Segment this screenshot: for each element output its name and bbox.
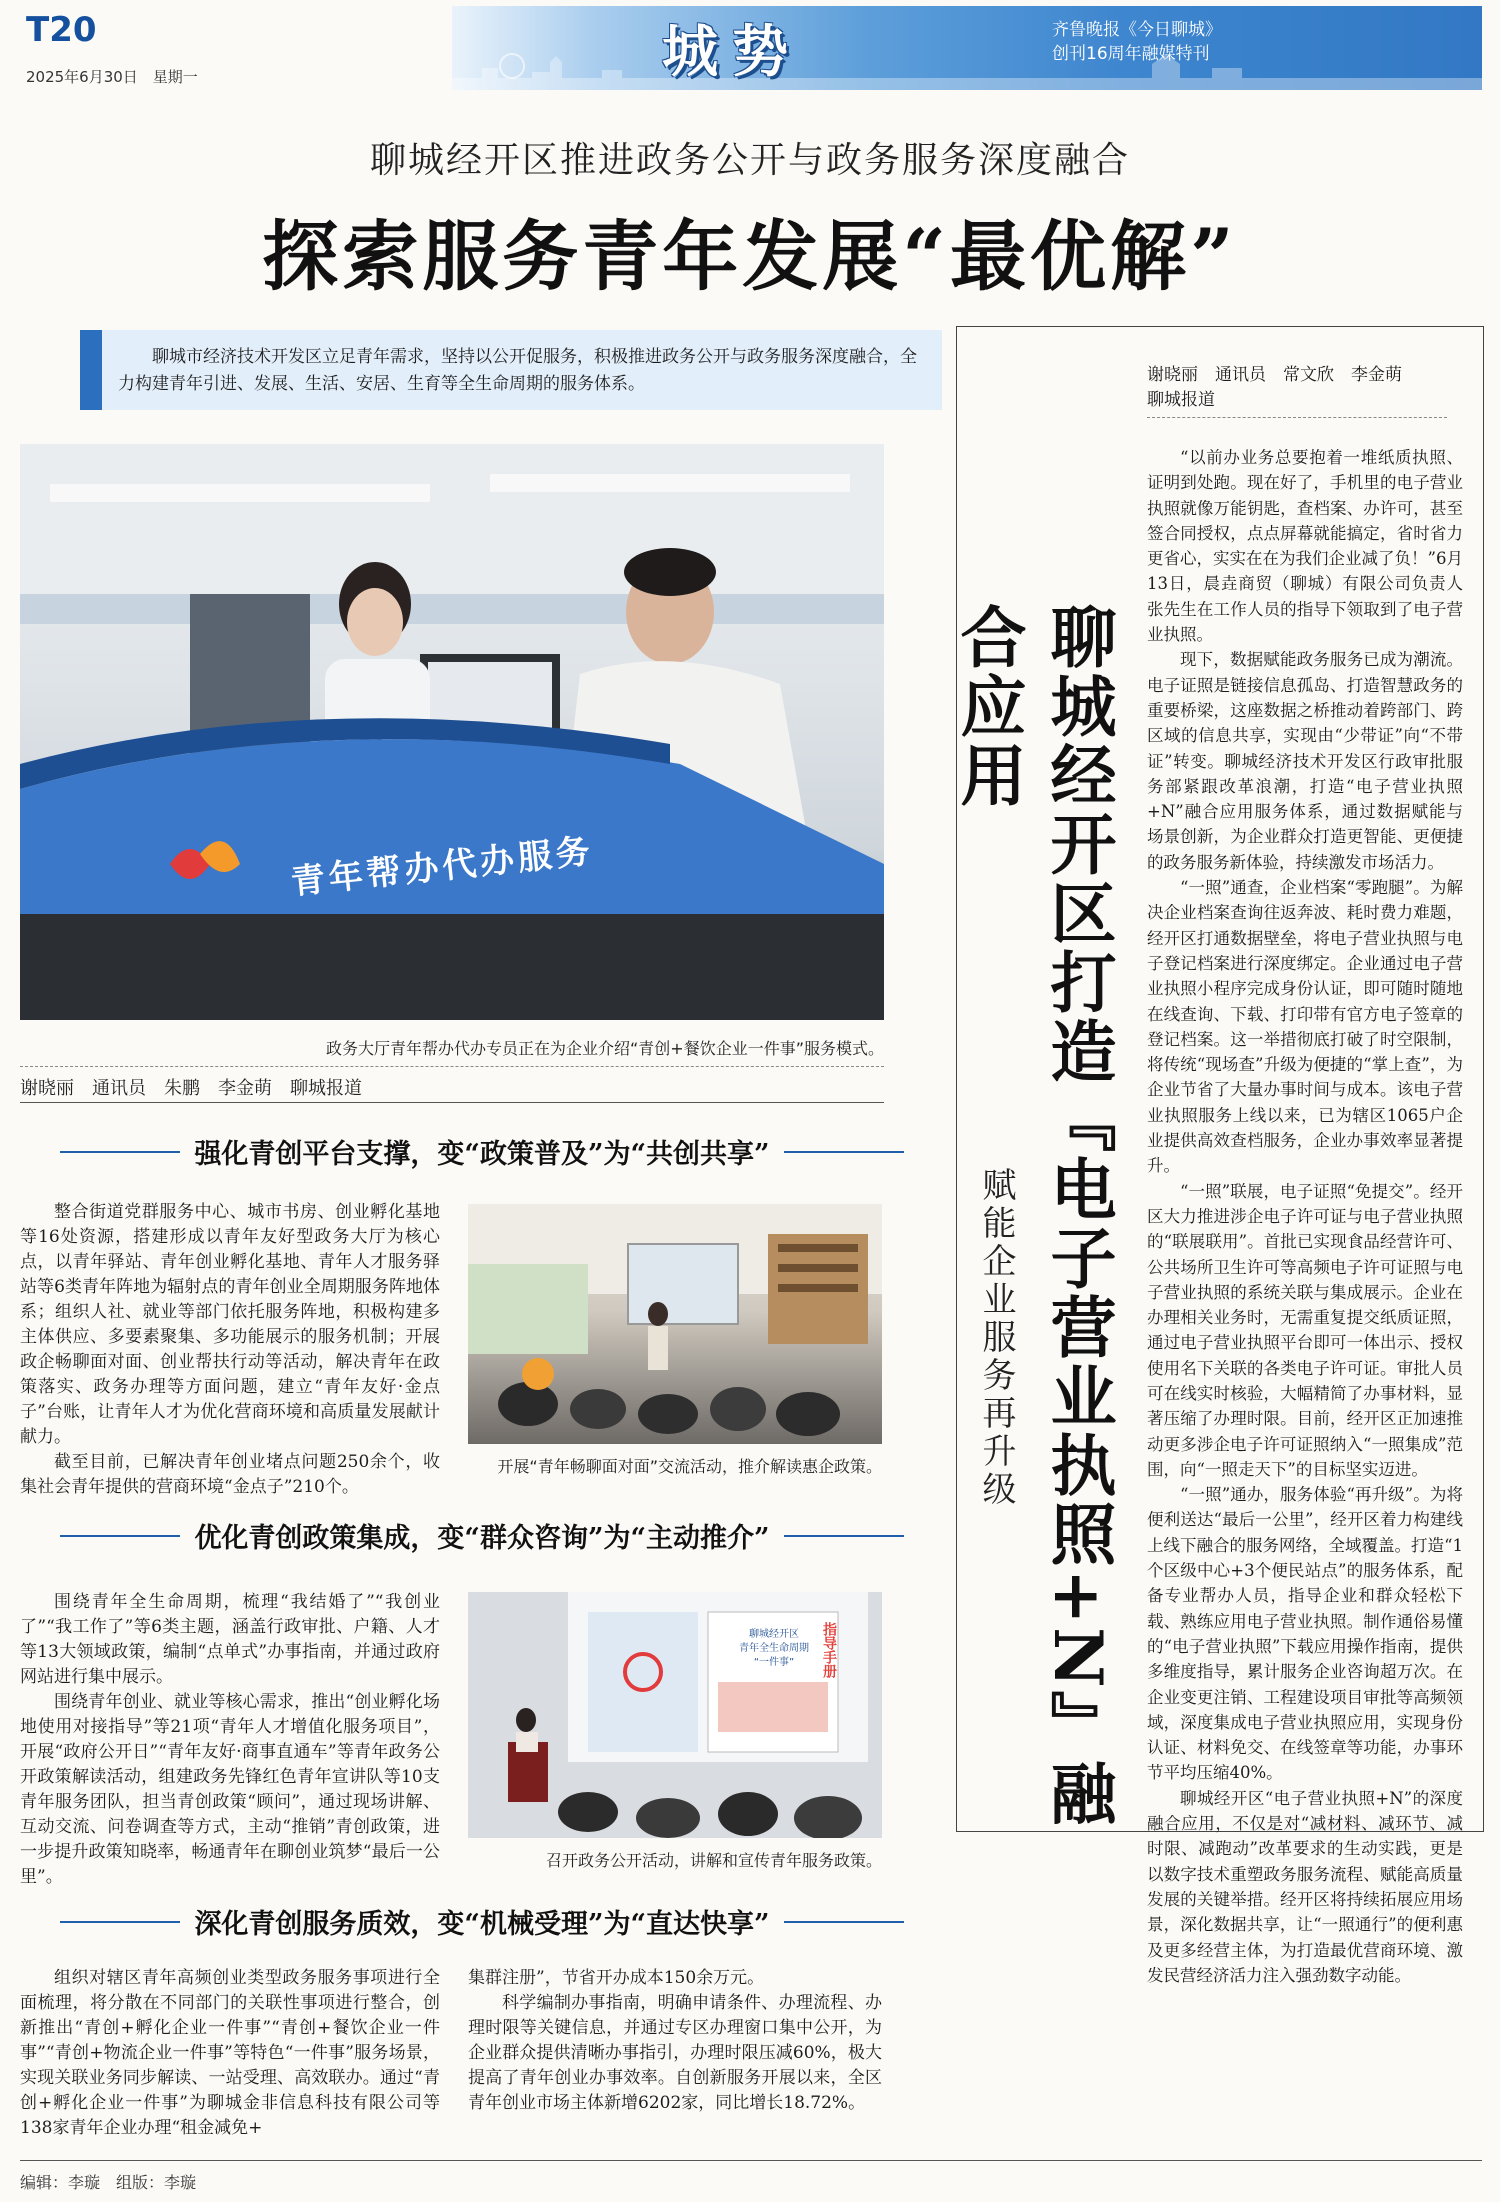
section-3-body-col2: [468, 1966, 882, 2116]
handbook-line: “一件事”: [753, 1657, 795, 1668]
section-2-body: [20, 1590, 440, 1890]
paragraph: 聊城经开区“电子营业执照+N”的深度融合应用，不仅是对“减材料、减环节、减时限、减跑动”改革要求的生动实践，更是以数字技术重塑政务服务流程、赋能高质量发展的关键举措。经开区将持续拓展应用场景，深化数据共享，让“一照通行”的便利惠及更多经营主体，为打造最优营商环境、激发民营经济活力注入强劲数字动能。: [1147, 1788, 1463, 1985]
paragraph: 整合街道党群服务中心、城市书房、创业孵化基地等16处资源，搭建形成以青年友好型政务大厅为核心点，以青年驿站、青年创业孵化基地、青年人才服务驿站等6类青年阵地为辐射点的青年创业全周期服务阵地体系；组织人社、就业等部门依托服务阵地，积极构建多主体供应、多要素聚集、多功能展示的服务机制；开展政企畅聊面对面、创业帮扶行动等活动，解决青年在政策落实、政务办理等方面问题，建立“青年友好·金点子”台账，让青年人才为优化营商环境和高质量发展献计献力。: [20, 1202, 440, 1447]
special-issue-label: 创刊16周年融媒特刊: [1052, 44, 1210, 64]
section-1-body: [20, 1200, 440, 1500]
divider: [20, 1102, 884, 1103]
section-3-body-col1: [20, 1966, 440, 2141]
section-title-3: 深化青创服务质效，变“机械受理”为“直达快享”: [180, 1909, 783, 1940]
divider: [1147, 417, 1447, 418]
paragraph: 围绕青年创业、就业等核心需求，推出“创业孵化场地使用对接指导”等21项“青年人才增值化服务项目”，开展“政府公开日”“青年友好·商事直通车”等青年政务公开政策解读活动，组建政务先锋红色青年宣讲队等10支青年服务团队，担当青创政策“顾问”，通过现场讲解、互动交流、问卷调查等方式，主动“推销”青创政策，进一步提升政策知晓率，畅通青年在聊创业筑梦“最后一公里”。: [20, 1692, 440, 1887]
byline-left: 谢晓丽 通讯员 朱鹏 李金萌 聊城报道: [20, 1078, 362, 1099]
paragraph: 现下，数据赋能政务服务已成为潮流。电子证照是链接信息孤岛、打造智慧政务的重要桥梁，这座数据之桥推动着跨部门、跨区域的信息共享，实现由“少带证”向“不带证”转变。聊城经济技术开发区行政审批服务部紧跟改革浪潮，打造“电子营业执照+N”融合应用服务体系，通过数据赋能与场景创新，为企业群众打造更智能、更便捷的政务服务新体验，持续激发市场活力。: [1147, 650, 1463, 872]
skyline-illustration: [452, 50, 1482, 90]
footer-rule: [20, 2160, 1482, 2161]
byline-authors: 谢晓丽 通讯员 常文欣 李金萌: [1147, 365, 1402, 385]
divider: [20, 1066, 884, 1067]
headline-kicker: 聊城经开区推进政务公开与政务服务深度融合: [369, 140, 1130, 181]
paragraph: 围绕青年全生命周期，梳理“我结婚了”“我创业了”“我工作了”等6类主题，涵盖行政审批、户籍、人才等13大领域政策，编制“点单式”办事指南，并通过政府网站进行集中展示。: [20, 1592, 440, 1687]
section-title-2: 优化青创政策集成，变“群众咨询”为“主动推介”: [180, 1523, 783, 1554]
service-desk-illustration: [20, 444, 884, 1020]
photo3-caption: 召开政务公开活动，讲解和宣传青年服务政策。: [545, 1851, 882, 1870]
byline-right: [1147, 363, 1447, 413]
section-heading-2: [60, 1516, 904, 1556]
section-title: 城势: [662, 20, 802, 85]
paragraph: 集群注册”，节省开办成本150余万元。: [468, 1968, 765, 1988]
desk-sign-text: 青年帮办代办服务: [289, 831, 596, 903]
publisher-info: [1052, 18, 1222, 66]
editor-credits: 编辑：李璇 组版：李璇: [20, 2173, 197, 2192]
photo1-caption: 政务大厅青年帮办代办专员正在为企业介绍“青创+餐饮企业一件事”服务模式。: [326, 1039, 884, 1058]
sidebar-article: [949, 326, 1484, 1985]
policy-event-photo: [468, 1592, 882, 1838]
section-banner: [452, 6, 1482, 90]
intro-accent-bar: [80, 330, 102, 410]
exchange-event-illustration: [468, 1204, 882, 1444]
sidebar-subheadline: 赋能企业服务再升级: [976, 1167, 1016, 1509]
intro-text: 聊城市经济技术开发区立足青年需求，坚持以公开促服务，积极推进政务公开与政务服务深度融合，全力构建青年引进、发展、生活、安居、生育等全生命周期的服务体系。: [118, 347, 917, 394]
publisher-name: 齐鲁晚报《今日聊城》: [1052, 20, 1222, 40]
paragraph: “一照”通查，企业档案“零跑腿”。为解决企业档案查询往返奔波、耗时费力难题，经开区打通数据壁垒，将电子营业执照与电子登记档案进行深度绑定。企业通过电子营业执照小程序完成身份认证，即可随时随地在线查询、下载、打印带有官方电子签章的登记档案。这一举措彻底打破了时空限制，将传统“现场查”升级为便捷的“掌上查”，为企业节省了大量办事时间与成本。该电子营业执照服务上线以来，已为辖区1065户企业提供高效查档服务，企业办事效率显著提升。: [1147, 878, 1463, 1176]
section-heading-1: [60, 1132, 904, 1172]
issue-date: 2025年6月30日 星期一: [26, 68, 198, 86]
section-title-1: 强化青创平台支撑，变“政策普及”为“共创共享”: [180, 1139, 783, 1170]
paragraph: 科学编制办事指南，明确申请条件、办理流程、办理时限等关键信息，并通过专区办理窗口集中公开，为企业群众提供清晰办事指引，办理时限压减60%，极大提高了青年创业办事效率。自创新服务开展以来，全区青年创业市场主体新增6202家，同比增长18.72%。: [468, 1993, 882, 2113]
paragraph: “一照”联展，电子证照“免提交”。经开区大力推进涉企电子许可证与电子营业执照的“联展联用”。首批已实现食品经营许可、公共场所卫生许可等高频电子许可证照与电子营业执照的系统关联与集成展示。企业在办理相关业务时，无需重复提交纸质证照，通过电子营业执照平台即可一体出示、授权使用名下关联的各类电子许可证。审批人员可在线实时核验，大幅精简了办事材料，显著压缩了办理时限。目前，经开区正加速推动更多涉企电子许可证照纳入“一照集成”范围，向“一照走天下”的目标坚实迈进。: [1147, 1181, 1463, 1479]
handbook-line: 聊城经开区: [749, 1629, 799, 1640]
byline-location: 聊城报道: [1147, 390, 1215, 410]
photo2-caption: 开展“青年畅聊面对面”交流活动，推介解读惠企政策。: [497, 1457, 882, 1476]
intro-box: [80, 330, 942, 410]
paragraph: “一照”通办，服务体验“再升级”。为将便利送达“最后一公里”，经开区着力构建线上线下融合的服务网络，全域覆盖。打造“1个区级中心+3个便民站点”的服务体系，配备专业帮办人员，指导企业和群众轻松下载、熟练应用电子营业执照。制作通俗易懂的“电子营业执照”下载应用操作指南，提供多维度指导，累计服务企业咨询超万次。在企业变更注销、工程建设项目审批等高频领域，深度集成电子营业执照应用，实现身份认证、材料免交、在线签章等功能，办事环节平均压缩40%。: [1147, 1485, 1463, 1783]
paragraph: “以前办业务总要抱着一堆纸质执照、证明到处跑。现在好了，手机里的电子营业执照就像万能钥匙，查档案、办许可，甚至签合同授权，点点屏幕就能搞定，省时省力更省心，实实在在为我们企业减了负！”6月13日，晨垚商贸（聊城）有限公司负责人张先生在工作人员的指导下领取到了电子营业执照。: [1147, 448, 1463, 645]
sidebar-body: [1147, 445, 1463, 1988]
handbook-title: 指导手册: [821, 1622, 837, 1678]
masthead: [20, 6, 1482, 90]
page-number: T20: [26, 10, 97, 50]
paragraph: 截至目前，已解决青年创业堵点问题250余个，收集社会青年提供的营商环境“金点子”210个。: [20, 1452, 440, 1497]
exchange-event-photo: [468, 1204, 882, 1444]
paragraph: 组织对辖区青年高频创业类型政务服务事项进行全面梳理，将分散在不同部门的关联性事项进行整合，创新推出“青创+孵化企业一件事”“青创+餐饮企业一件事”“青创+物流企业一件事”等特色“一件事”服务场景，实现关联业务同步解读、一站受理、高效联办。通过“青创+孵化企业一件事”为聊城金非信息科技有限公司等138家青年企业办理“租金减免+: [20, 1968, 440, 2138]
section-heading-3: [60, 1902, 904, 1942]
service-desk-photo: [20, 444, 884, 1020]
main-headline: 探索服务青年发展“最优解”: [262, 212, 1238, 301]
handbook-line: 青年全生命周期: [739, 1643, 809, 1654]
sidebar-headline: 聊城经开区打造『电子营业执照+N』融合应用: [949, 603, 1117, 1829]
